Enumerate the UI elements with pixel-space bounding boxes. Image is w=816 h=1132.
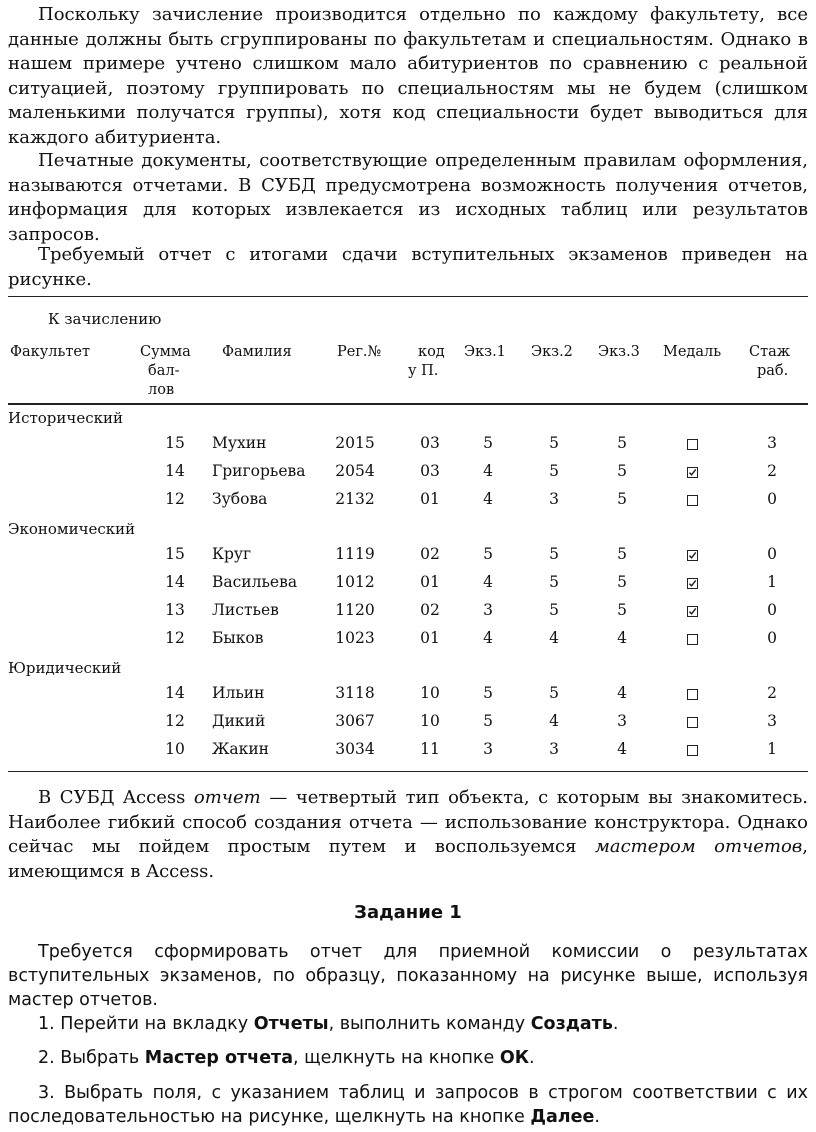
cell-code: 03: [420, 462, 440, 480]
intro-paragraph-1: Поскольку зачисление производится отдельно по каждому факультету, все данные должны быть сгруппированы по факультетам и специальностям. Однако в нашем примере учтено слишком мало абитуриентов по сравнению с реальной ситуацией, поэтому группировать по специальностям мы не будем (слишком маленькими получатся группы), хотя код специальности будет выводиться для каждого абитуриента.: [8, 4, 808, 148]
cell-code: 03: [420, 434, 440, 452]
header-surname: Фамилия: [222, 344, 292, 360]
cell-code: 02: [420, 545, 440, 563]
cell-ex2: 3: [549, 740, 559, 758]
cell-reg: 1012: [335, 573, 375, 591]
access-italic-wizard: мастером отчетов: [594, 836, 803, 857]
cell-code: 01: [420, 490, 440, 508]
step-2-text-c: , щелкнуть на кнопке: [293, 1048, 500, 1068]
header-sum: [140, 343, 191, 400]
cell-stazh: 1: [767, 573, 777, 591]
header-code-line-1: код: [418, 344, 445, 360]
cell-ex3: 4: [617, 629, 627, 647]
cell-ex2: 5: [549, 462, 559, 480]
cell-surname: Листьев: [212, 601, 279, 619]
step-1-text-c: , выполнить команду: [328, 1014, 531, 1034]
access-italic-report: отчет: [193, 787, 261, 808]
cell-ex3: 5: [617, 601, 627, 619]
checked-box-icon: [687, 467, 698, 478]
access-text-1: В СУБД Access: [38, 787, 194, 808]
step-1-bold-create: Создать: [530, 1014, 613, 1034]
report-bottom-rule: [8, 771, 808, 772]
cell-reg: 3034: [335, 740, 375, 758]
group-label-economics: Экономический: [8, 520, 136, 538]
cell-ex1: 5: [483, 545, 493, 563]
group-label-law: Юридический: [8, 659, 122, 677]
cell-code: 01: [420, 573, 440, 591]
cell-ex2: 5: [549, 601, 559, 619]
access-paragraph: [8, 786, 808, 884]
step-1-text-e: .: [612, 1014, 619, 1034]
step-2-bold-ok: ОК: [499, 1048, 529, 1068]
cell-ex2: 5: [549, 573, 559, 591]
empty-box-icon: [687, 717, 698, 728]
cell-surname: Зубова: [212, 490, 268, 508]
cell-sum: 10: [165, 740, 185, 758]
cell-ex1: 5: [483, 684, 493, 702]
checked-box-icon: [687, 606, 698, 617]
cell-sum: 15: [165, 434, 185, 452]
cell-stazh: 2: [767, 684, 777, 702]
checked-box-icon: [687, 550, 698, 561]
cell-ex2: 5: [549, 545, 559, 563]
cell-code: 02: [420, 601, 440, 619]
header-sum-line-3: лов: [148, 382, 175, 398]
cell-ex2: 5: [549, 684, 559, 702]
cell-ex1: 3: [483, 601, 493, 619]
cell-ex1: 4: [483, 573, 493, 591]
cell-ex2: 4: [549, 629, 559, 647]
cell-ex1: 4: [483, 462, 493, 480]
cell-sum: 12: [165, 712, 185, 730]
cell-ex3: 5: [617, 490, 627, 508]
header-faculty: Факультет: [10, 344, 91, 360]
task-text: Требуется сформировать отчет для приемной комиссии о результатах вступительных экзаменов, по образцу, показанному на рисунке выше, используя мастер отчетов.: [8, 942, 808, 1010]
access-text-3: , имеющимся в Access.: [8, 836, 808, 882]
cell-code: 01: [420, 629, 440, 647]
intro-paragraph-3: Требуемый отчет с итогами сдачи вступительных экзаменов приведен на рисунке.: [8, 244, 808, 290]
cell-ex1: 4: [483, 629, 493, 647]
cell-surname: Ильин: [212, 684, 265, 702]
cell-surname: Быков: [212, 629, 264, 647]
step-3-bold-next: Далее: [530, 1107, 595, 1127]
cell-stazh: 3: [767, 434, 777, 452]
cell-stazh: 0: [767, 545, 777, 563]
step-2-bold-wizard: Мастер отчета: [144, 1048, 294, 1068]
cell-ex1: 5: [483, 712, 493, 730]
cell-surname: Круг: [212, 545, 252, 563]
cell-ex2: 5: [549, 434, 559, 452]
cell-code: 10: [420, 712, 440, 730]
task-title: Задание 1: [354, 902, 462, 923]
step-3: [8, 1081, 808, 1129]
cell-ex3: 4: [617, 684, 627, 702]
header-stazh: [749, 343, 790, 381]
header-exam-2: Экз.2: [531, 344, 573, 360]
header-stazh-line-2: раб.: [757, 363, 789, 379]
cell-ex2: 3: [549, 490, 559, 508]
cell-stazh: 0: [767, 601, 777, 619]
empty-box-icon: [687, 439, 698, 450]
step-2-text-a: 2. Выбрать: [38, 1048, 145, 1068]
cell-ex2: 4: [549, 712, 559, 730]
report-header-rule: [8, 403, 808, 405]
header-code-line-2: у П.: [408, 363, 439, 379]
cell-code: 11: [420, 740, 440, 758]
cell-sum: 14: [165, 573, 185, 591]
empty-box-icon: [687, 745, 698, 756]
step-2-text-e: .: [529, 1048, 535, 1068]
header-medal: Медаль: [663, 344, 722, 360]
header-sum-line-1: Сумма: [140, 344, 191, 360]
cell-sum: 12: [165, 629, 185, 647]
step-3-text-a: 3. Выбрать поля, с указанием таблиц и запросов в строгом соответствии с их последовательностью на рисунке, щелкнуть на кнопке: [8, 1083, 808, 1127]
cell-surname: Васильева: [212, 573, 298, 591]
cell-reg: 3067: [335, 712, 375, 730]
cell-reg: 3118: [335, 684, 375, 702]
cell-surname: Дикий: [212, 712, 266, 730]
cell-stazh: 3: [767, 712, 777, 730]
cell-sum: 14: [165, 462, 185, 480]
step-3-text-c: .: [594, 1107, 600, 1127]
cell-sum: 12: [165, 490, 185, 508]
cell-stazh: 1: [767, 740, 777, 758]
cell-sum: 15: [165, 545, 185, 563]
report-top-rule: [8, 296, 808, 297]
step-1-bold-reports: Отчеты: [253, 1014, 329, 1034]
cell-ex3: 5: [617, 462, 627, 480]
checked-box-icon: [687, 578, 698, 589]
cell-ex3: 4: [617, 740, 627, 758]
cell-reg: 1119: [335, 545, 375, 563]
cell-stazh: 2: [767, 462, 777, 480]
access-text-2: — четвертый тип объекта, с которым вы знакомитесь. Наиболее гибкий способ создания отчета — использование конструктора. Однако сейчас мы пойдем простым путем и воспользуемся: [8, 787, 808, 857]
empty-box-icon: [687, 689, 698, 700]
cell-reg: 2054: [335, 462, 375, 480]
cell-ex1: 5: [483, 434, 493, 452]
cell-ex3: 5: [617, 545, 627, 563]
header-sum-line-2: бал-: [148, 363, 180, 379]
report-title: К зачислению: [48, 310, 162, 328]
header-stazh-line-1: Стаж: [749, 344, 791, 360]
cell-surname: Мухин: [212, 434, 267, 452]
cell-reg: 2132: [335, 490, 375, 508]
header-code: [408, 343, 445, 381]
cell-reg: 1120: [335, 601, 375, 619]
group-label-history: Исторический: [8, 409, 123, 427]
header-reg: Рег.№: [337, 344, 382, 360]
cell-surname: Григорьева: [212, 462, 306, 480]
cell-ex3: 5: [617, 573, 627, 591]
cell-sum: 13: [165, 601, 185, 619]
cell-code: 10: [420, 684, 440, 702]
header-exam-3: Экз.3: [598, 344, 640, 360]
empty-box-icon: [687, 495, 698, 506]
step-1-text-a: 1. Перейти на вкладку: [38, 1014, 254, 1034]
cell-ex1: 3: [483, 740, 493, 758]
intro-paragraph-2: Печатные документы, соответствующие определенным правилам оформления, называются отчетами. В СУБД предусмотрена возможность получения отчетов, информация для которых извлекается из исходных таблиц или результатов запросов.: [8, 150, 808, 245]
cell-stazh: 0: [767, 490, 777, 508]
cell-ex1: 4: [483, 490, 493, 508]
cell-ex3: 5: [617, 434, 627, 452]
step-2: [8, 1046, 808, 1070]
cell-sum: 14: [165, 684, 185, 702]
empty-box-icon: [687, 634, 698, 645]
step-1: [8, 1012, 808, 1036]
cell-reg: 2015: [335, 434, 375, 452]
cell-ex3: 3: [617, 712, 627, 730]
cell-reg: 1023: [335, 629, 375, 647]
header-exam-1: Экз.1: [464, 344, 506, 360]
cell-surname: Жакин: [212, 740, 270, 758]
cell-stazh: 0: [767, 629, 777, 647]
